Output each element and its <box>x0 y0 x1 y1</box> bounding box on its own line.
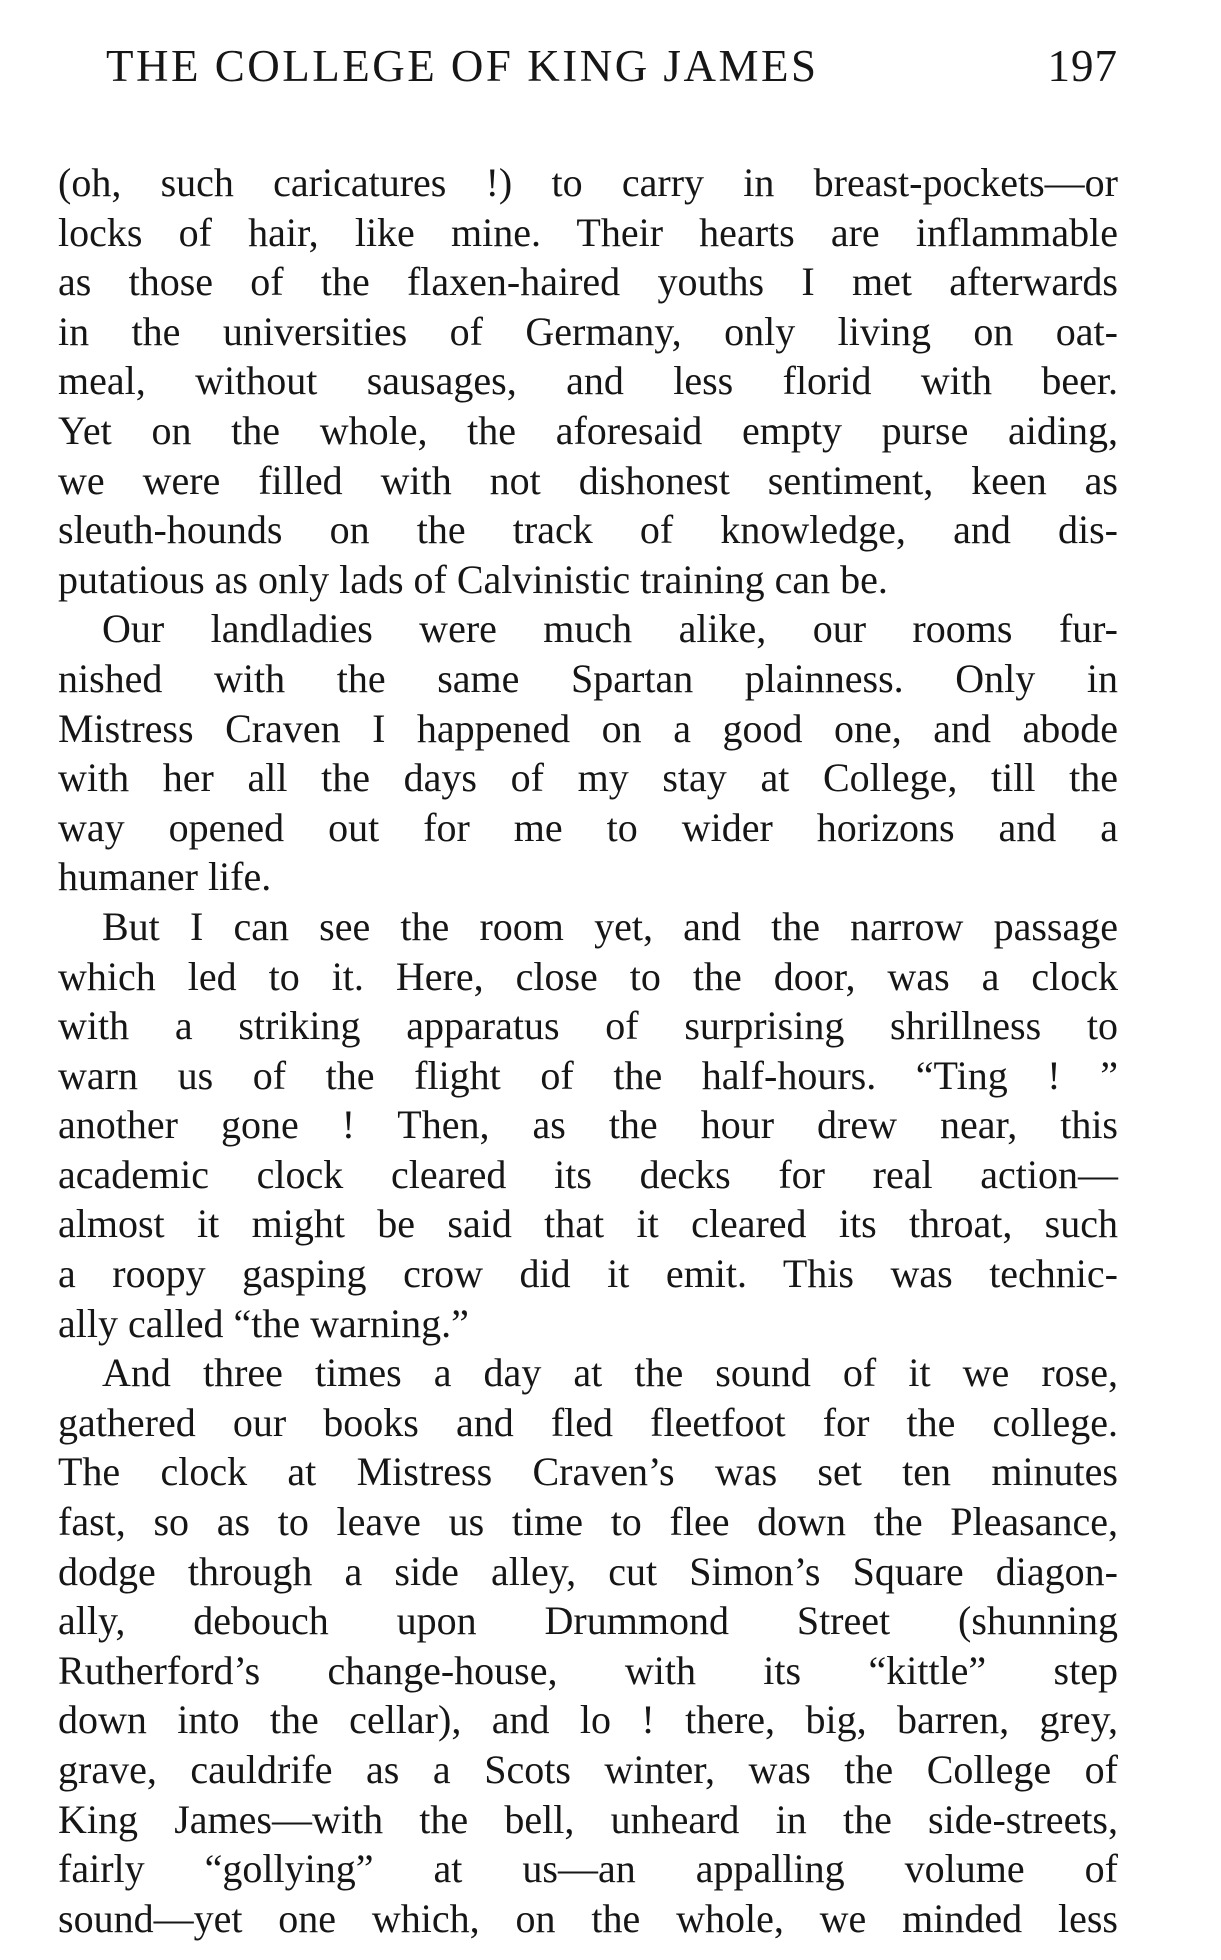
text-line: we were filled with not dishonest sentiment, keen as <box>58 457 1118 503</box>
book-page <box>58 40 1118 1943</box>
text-line: almost it might be said that it cleared its throat, such <box>58 1201 1118 1247</box>
text-line: fairly “gollying” at us—an appalling volume of <box>58 1846 1118 1892</box>
running-title: THE COLLEGE OF KING JAMES <box>106 41 819 91</box>
running-head <box>58 40 1118 100</box>
page-number: 197 <box>1047 41 1118 91</box>
text-line: another gone ! Then, as the hour drew near, this <box>58 1102 1118 1148</box>
text-line: gathered our books and fled fleetfoot for the college. <box>58 1399 1118 1445</box>
text-line: way opened out for me to wider horizons and a <box>58 804 1118 850</box>
text-line: academic clock cleared its decks for real action— <box>58 1151 1118 1197</box>
text-line: ally, debouch upon Drummond Street (shunning <box>58 1598 1118 1644</box>
text-line: Yet on the whole, the aforesaid empty purse aiding, <box>58 407 1118 453</box>
body-text <box>58 158 1118 1943</box>
text-line: with a striking apparatus of surprising shrillness to <box>58 1003 1118 1049</box>
text-line: ally called “the warning.” <box>58 1300 469 1346</box>
text-line: with her all the days of my stay at College, till the <box>58 755 1118 801</box>
paragraph-first-line: And three times a day at the sound of it we rose, <box>102 1350 1118 1396</box>
text-line: a roopy gasping crow did it emit. This was technic- <box>58 1251 1118 1297</box>
text-line: meal, without sausages, and less florid with beer. <box>58 358 1118 404</box>
text-line: (oh, such caricatures !) to carry in breast-pockets—or <box>58 160 1118 205</box>
text-line: sound—yet one which, on the whole, we minded less <box>58 1895 1118 1941</box>
paragraph-first-line: Our landladies were much alike, our rooms fur- <box>102 606 1118 652</box>
text-line: in the universities of Germany, only living on oat- <box>58 308 1118 354</box>
text-line: putatious as only lads of Calvinistic training can be. <box>58 556 888 602</box>
text-line: locks of hair, like mine. Their hearts are inflammable <box>58 209 1118 255</box>
text-line: Rutherford’s change-house, with its “kittle” step <box>58 1647 1118 1693</box>
text-line: as those of the flaxen-haired youths I met afterwards <box>58 259 1118 305</box>
text-line: sleuth-hounds on the track of knowledge, and dis- <box>58 507 1118 553</box>
paragraph-first-line: But I can see the room yet, and the narrow passage <box>102 903 1118 949</box>
text-line: grave, cauldrife as a Scots winter, was the College of <box>58 1747 1118 1792</box>
text-line: Mistress Craven I happened on a good one, and abode <box>58 705 1118 751</box>
text-line: King James—with the bell, unheard in the side-streets, <box>58 1796 1118 1842</box>
text-line: warn us of the flight of the half-hours. “Ting ! ” <box>58 1052 1118 1098</box>
text-line: down into the cellar), and lo ! there, big, barren, grey, <box>58 1697 1118 1743</box>
text-line: dodge through a side alley, cut Simon’s Square diagon- <box>58 1548 1118 1594</box>
text-line: which led to it. Here, close to the door, was a clock <box>58 953 1118 999</box>
text-line: fast, so as to leave us time to flee down the Pleasance, <box>58 1499 1118 1545</box>
text-line: The clock at Mistress Craven’s was set ten minutes <box>58 1449 1118 1495</box>
text-line: humaner life. <box>58 854 272 900</box>
text-line: nished with the same Spartan plainness. Only in <box>58 655 1118 701</box>
